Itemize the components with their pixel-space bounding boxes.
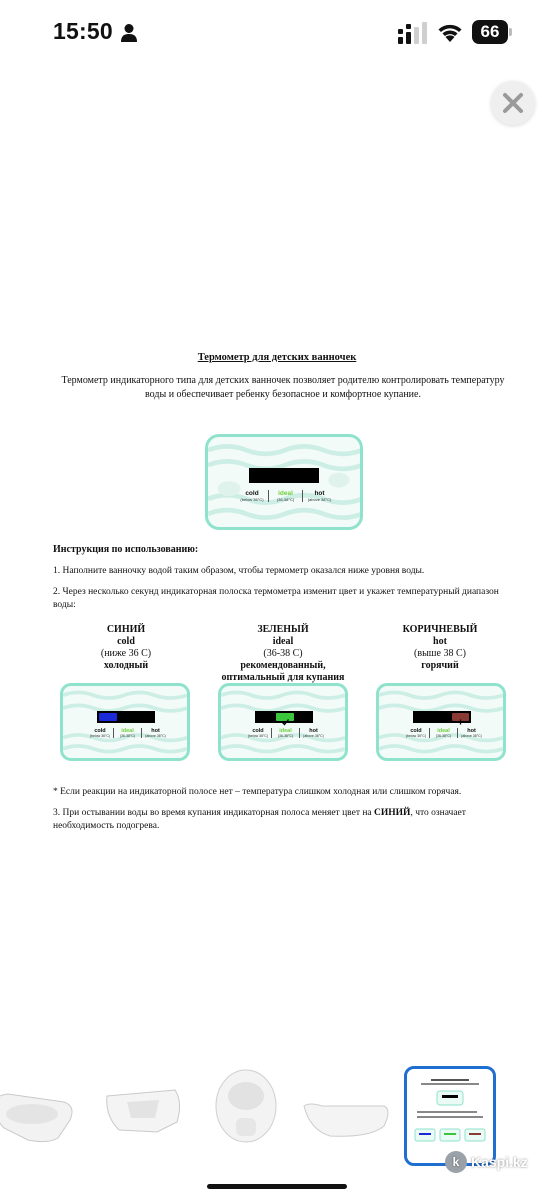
wifi-icon	[436, 21, 464, 43]
document-title: Термометр для детских ванночек	[197, 352, 357, 363]
close-button[interactable]	[491, 81, 535, 125]
indicator-cold-segment	[99, 713, 117, 721]
state-hot: КОРИЧНЕВЫЙ hot (выше 38 С) горячий	[402, 624, 478, 671]
thumbnail-3[interactable]	[200, 1066, 292, 1166]
step-2: 2. Через несколько секунд индикаторная полоска термометра изменит цвет и укажет температурный диапазон воды:	[53, 587, 499, 610]
check-icon	[276, 718, 294, 726]
indicator-hot-segment	[452, 713, 469, 721]
temperature-labels	[236, 490, 336, 502]
status-bar	[0, 0, 554, 66]
status-time: 15:50	[53, 18, 113, 44]
label-cold: cold (below 36°C)	[236, 490, 269, 502]
kaspi-logo: k Kaspi.kz	[445, 1151, 528, 1173]
plus-icon	[452, 718, 469, 726]
thermometer-cold: cold (below 36°C) ideal (36-38°C) hot (above 38°C)	[60, 683, 190, 761]
thermometer-ideal: cold (below 36°C) ideal (36-38°C) hot (above 38°C)	[218, 683, 348, 761]
indicator-strip	[249, 468, 319, 483]
thermometer-hot: cold (below 36°C) ideal (36-38°C) hot (above 38°C)	[376, 683, 506, 761]
thermometer-illustration	[205, 434, 363, 530]
instruction-heading: Инструкция по использованию:	[53, 544, 199, 555]
thumbnail-4[interactable]	[300, 1066, 392, 1166]
thumbnail-1[interactable]	[0, 1066, 80, 1166]
state-ideal: ЗЕЛЕНЫЙ ideal (36-38 С) рекомендованный, оптимальный для купания	[221, 624, 345, 683]
indicator-ideal-segment	[276, 713, 294, 721]
thumbnail-2[interactable]	[97, 1066, 189, 1166]
label-hot: hot (above 38°C)	[307, 490, 332, 502]
document-intro: Термометр индикаторного типа для детских ванночек позволяет родителю контролировать температуру воды и обеспечивает ребенку безопасное и комфортное купание.	[61, 375, 505, 400]
battery-level: 66	[472, 20, 508, 44]
kaspi-icon: k	[445, 1151, 467, 1173]
label-ideal: ideal (36-38°C)	[269, 490, 303, 502]
home-indicator	[207, 1184, 347, 1189]
close-icon	[502, 92, 524, 114]
step-1: 1. Наполните ванночку водой таким образом, чтобы термометр оказался ниже уровня воды.	[53, 566, 425, 576]
person-icon	[120, 23, 138, 43]
battery-icon	[472, 20, 512, 44]
step-3: 3. При остывании воды во время купания индикаторная полоса меняет цвет на СИНИЙ, что означает необходимость подогрева.	[53, 808, 466, 831]
note-no-reaction: * Если реакции на индикаторной полосе нет – температура слишком холодная или слишком горячая.	[53, 787, 462, 797]
signal-icon	[398, 22, 428, 44]
state-cold: СИНИЙ cold (ниже 36 С) холодный	[100, 624, 152, 671]
